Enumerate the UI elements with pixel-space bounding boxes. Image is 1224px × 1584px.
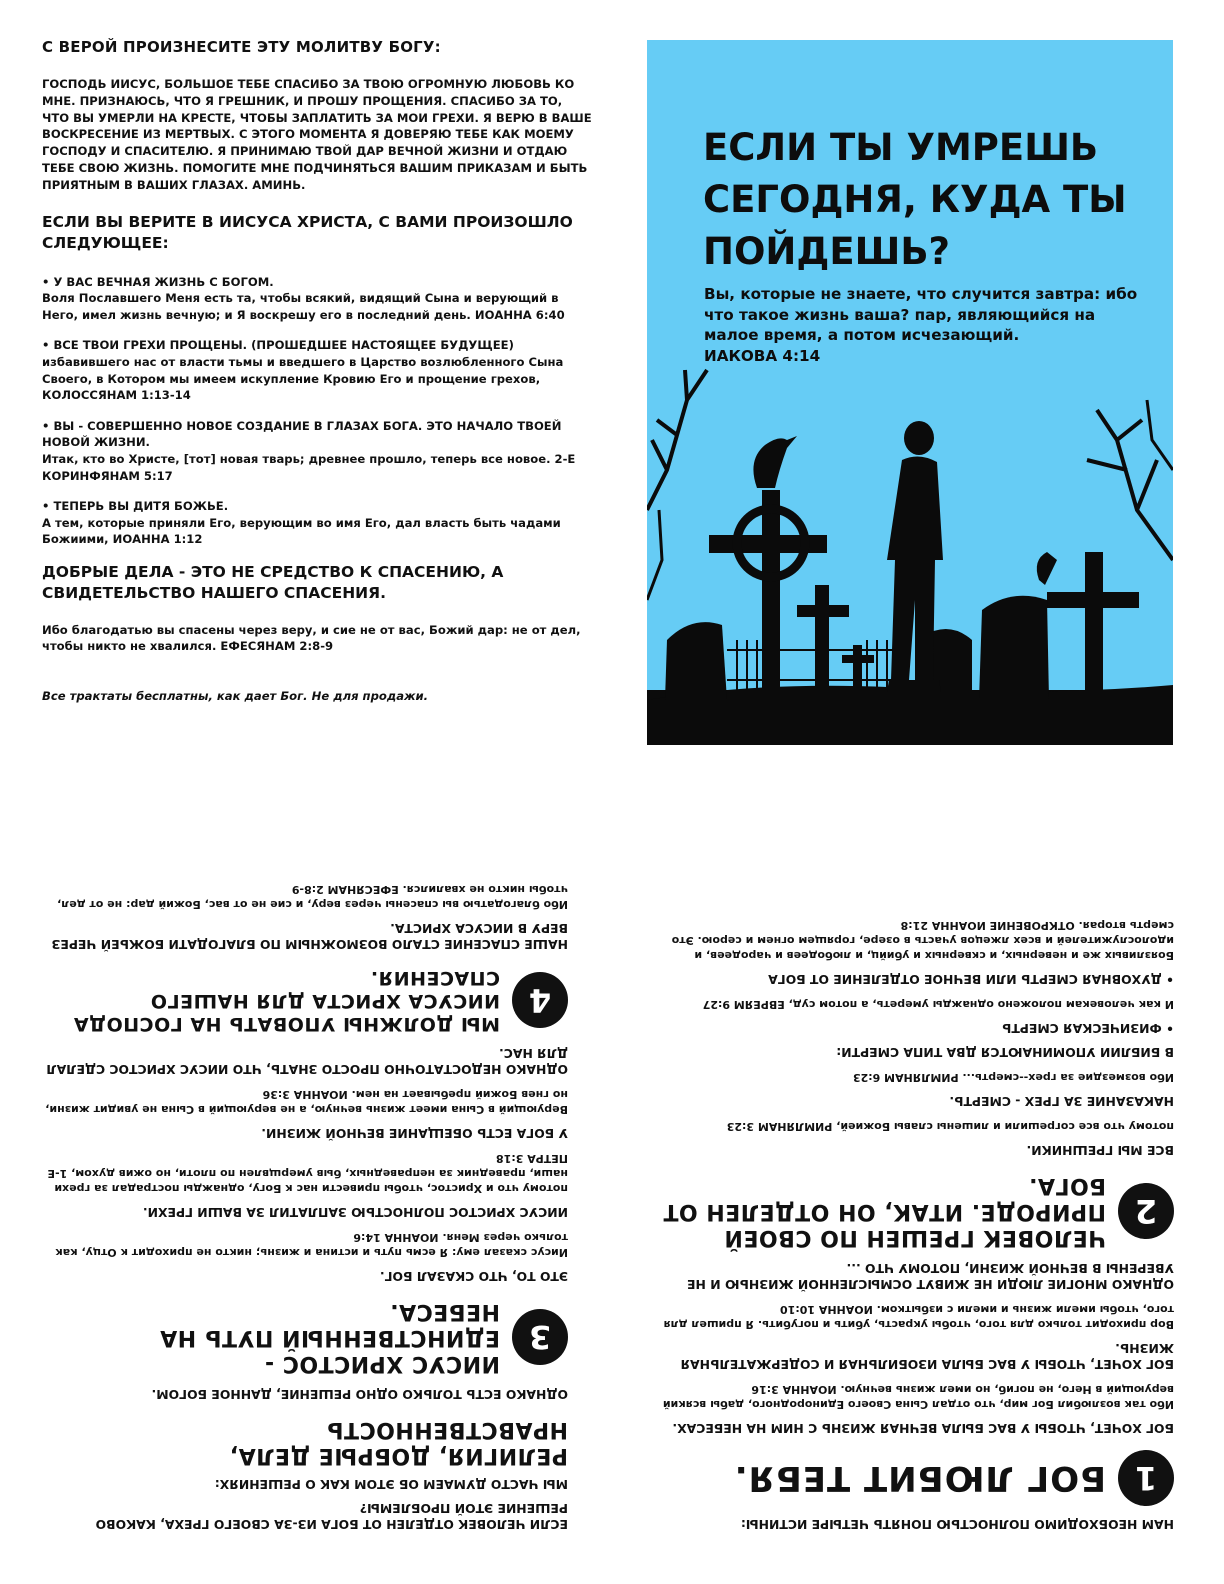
s2-text-5: Боязливых же и неверных, и скверных и убийц, и любодеев и чародеев, и идолослужителей и всех лжецов участь в озере, горящем огнем и серою. Это смерть вторая. ОТКРОВЕНИЕ ИОАННА 21:8 (671, 919, 1174, 962)
s2-text-4: И как человекам положено однажды умереть, а потом суд, ЕВРЕЯМ 9:27 (702, 998, 1174, 1011)
point-forgiven (42, 337, 592, 403)
only-solution: ОДНАКО ЕСТЬ ТОЛЬКО ОДНО РЕШЕНИЕ, ДАННОЕ БОГОМ. (151, 1387, 568, 1402)
intro: НАМ НЕОБХОДИМО ПОЛНОСТЬЮ ПОНЯТЬ ЧЕТЫРЕ ИСТИНЫ: (740, 1517, 1174, 1532)
s1-heading-1: БОГ ХОЧЕТ, ЧТОБЫ У ВАС БЫЛА ВЕЧНАЯ ЖИЗНЬ С НИМ НА НЕБЕСАХ. (672, 1421, 1174, 1436)
cover-verse: Вы, которые не знаете, что случится завтра: ибо что такое жизнь ваша? пар, являющийся на малое время, а потом исчезающий. (704, 285, 1138, 344)
s3-heading-4: ОДНАКО НЕДОСТАТОЧНО ПРОСТО ЗНАТЬ, ЧТО ИИСУС ХРИСТОС СДЕЛАЛ ДЛЯ НАС. (46, 1046, 568, 1077)
point-text: избавившего нас от власти тьмы и введшего в Царство возлюбленного Сына Своего, в Котором мы имеем искупление Кровию Его и прощение грехов, КОЛОССЯНАМ 1:13-14 (42, 354, 564, 403)
section-number: 2 (1118, 1183, 1174, 1239)
cover-title: ЕСЛИ ТЫ УМРЕШЬ СЕГОДНЯ, КУДА ТЫ ПОЙДЕШЬ? (703, 126, 1127, 273)
s2-text-1: потому что все согрешили и лишены славы Божией, РИМЛЯНАМ 3:23 (726, 1120, 1174, 1133)
point-text: Итак, кто во Христе, [тот] новая тварь; древнее прошло, теперь все новое. 2-Е КОРИНФЯНАМ 5:17 (42, 451, 576, 483)
point-child-of-god (42, 498, 592, 548)
s1-heading-3: ОДНАКО МНОГИЕ ЛЮДИ НЕ ЖИВУТ ОСМЫСЛЕННОЙ ЖИЗНЬЮ И НЕ УВЕРЕНЫ В ВЕЧНОЙ ЖИЗНИ, ПОТОМУ ЧТО ... (687, 1261, 1174, 1292)
section-1 (640, 1450, 1174, 1506)
section-title: ЧЕЛОВЕК ГРЕШЕН ПО СВОЕЙ ПРИРОДЕ. ИТАК, ОН ОТДЕЛЕН ОТ БОГА. (662, 1173, 1106, 1250)
s4-heading-1: НАШЕ СПАСЕНИЕ СТАЛО ВОЗМОЖНЫМ ПО БЛАГОДАТИ БОЖЬЕЙ ЧЕРЕЗ ВЕРУ В ИИСУСА ХРИСТА. (51, 921, 568, 952)
cover-verse-ref: ИАКОВА 4:14 (704, 346, 821, 365)
s2-text-2: Ибо возмездие за грех--смерть... РИМЛЯНАМ 6:23 (852, 1071, 1174, 1084)
section-title: ИИСУС ХРИСТОС - ЕДИНСТВЕННЫЙ ПУТЬ НА НЕБЕСА. (159, 1299, 500, 1376)
s1-heading-2: БОГ ХОЧЕТ, ЧТОБЫ У ВАС БЫЛА ИЗОБИЛЬНАЯ И СОДЕРЖАТЕЛЬНАЯ ЖИЗНЬ. (680, 1341, 1174, 1372)
point-eternal-life (42, 274, 592, 324)
s1-text-1: Ибо так возлюбил Бог мир, что отдал Сына Своего Единородного, дабы всякий верующий в Него, не погиб, но имел жизнь вечную. ИОАННА 3:16 (662, 1383, 1174, 1411)
section-title: МЫ ДОЛЖНЫ УПОВАТЬ НА ГОСПОДА ИИСУСА ХРИСТА ДЛЯ НАШЕГО СПАСЕНИЯ. (73, 967, 500, 1035)
footer-note: Все трактаты бесплатны, как дает Бог. Не для продажи. (42, 689, 429, 704)
cover-panel (647, 40, 1173, 745)
s3-text-3: Верующий в Сына имеет жизнь вечную, а не верующий в Сына не увидит жизни, но гнев Божий пребывает на нем. ИОАННА 3:36 (45, 1088, 568, 1116)
point-text: А тем, которые приняли Его, верующим во имя Его, дал власть быть чадами Божиими, ИОАННА 1:12 (42, 515, 561, 547)
s2-heading-4: • ФИЗИЧЕСКАЯ СМЕРТЬ (1001, 1021, 1174, 1036)
prayer-heading: С ВЕРОЙ ПРОИЗНЕСИТЕ ЭТУ МОЛИТВУ БОГУ: (42, 38, 441, 56)
s2-heading-2: НАКАЗАНИЕ ЗА ГРЕХ - СМЕРТЬ. (949, 1094, 1174, 1109)
s2-heading-1: ВСЕ МЫ ГРЕШНИКИ. (1026, 1143, 1174, 1158)
s2-heading-3: В БИБЛИИ УПОМИНАЮТСЯ ДВА ТИПА СМЕРТИ: (836, 1045, 1174, 1060)
section-number: 3 (512, 1309, 568, 1365)
ephesians-verse: Ибо благодатью вы спасены через веру, и сие не от вас, Божий дар: не от дел, чтобы никто не хвалился. ЕФЕСЯНАМ 2:8-9 (42, 622, 581, 654)
section-title: БОГ ЛЮБИТ ТЕБЯ. (733, 1458, 1106, 1498)
section-2 (640, 1172, 1174, 1250)
section-number: 1 (1118, 1450, 1174, 1506)
s4-text-1: Ибо благодатью вы спасены через веру, и сие не от вас, Божий дар: не от дел, чтобы никто не хвалился. ЕФЕСЯНАМ 2:8-9 (57, 883, 568, 911)
believe-heading: ЕСЛИ ВЫ ВЕРИТЕ В ИИСУСА ХРИСТА, С ВАМИ ПРОИЗОШЛО СЛЕДУЮЩЕЕ: (42, 212, 573, 252)
s3-heading-2: ИИСУС ХРИСТОС ПОЛНОСТЬЮ ЗАПЛАТИЛ ЗА ВАШИ ГРЕХИ. (142, 1205, 568, 1220)
s3-heading-1: ЭТО ТО, ЧТО СКАЗАЛ БОГ. (379, 1269, 568, 1284)
prayer-panel (42, 38, 592, 703)
s2-heading-5: • ДУХОВНАЯ СМЕРТЬ ИЛИ ВЕЧНОЕ ОТДЕЛЕНИЕ ОТ БОГА (768, 972, 1174, 987)
point-title: • У ВАС ВЕЧНАЯ ЖИЗНЬ С БОГОМ. (42, 274, 274, 289)
solutions-list: РЕЛИГИЯ, ДОБРЫЕ ДЕЛА, НРАВСТВЕННОСТЬ (229, 1417, 568, 1468)
section-number: 4 (512, 973, 568, 1029)
s3-text-1: Иисус сказал ему: Я есмь путь и истина и жизнь; никто не приходит к Отцу, как только через Меня. ИОАННА 14:6 (55, 1231, 568, 1259)
s3-text-2: потому что и Христос, чтобы привести нас к Богу, однажды пострадал за грехи наши, праведник за неправедных, быв умерщвлен по плоти, но ожив духом, 1-Е ПЕТРА 3:18 (47, 1152, 568, 1195)
s3-heading-3: У БОГА ЕСТЬ ОБЕЩАНИЕ ВЕЧНОЙ ЖИЗНИ. (261, 1126, 568, 1141)
point-title: • ВСЕ ТВОИ ГРЕХИ ПРОЩЕНЫ. (ПРОШЕДШЕЕ НАСТОЯЩЕЕ БУДУЩЕЕ) (42, 338, 514, 353)
point-new-creation (42, 418, 592, 484)
panel-four-truths (640, 812, 1174, 1532)
good-works-heading: ДОБРЫЕ ДЕЛА - ЭТО НЕ СРЕДСТВО К СПАСЕНИЮ, А СВИДЕТЕЛЬСТВО НАШЕГО СПАСЕНИЯ. (42, 562, 504, 602)
panel-solution (42, 812, 568, 1532)
s1-text-2: Вор приходит только для того, чтобы украсть, убить и погубить. Я пришел для того, чтобы имели жизнь и имели с избытком. ИОАННА 10:10 (663, 1303, 1174, 1331)
point-title: • ТЕПЕРЬ ВЫ ДИТЯ БОЖЬЕ. (42, 499, 229, 514)
point-text: Воля Пославшего Меня есть та, чтобы всякий, видящий Сына и верующий в Него, имел жизнь вечную; и Я воскрешу его в последний день. ИОАННА 6:40 (42, 291, 565, 322)
point-title: • ВЫ - СОВЕРШЕННО НОВОЕ СОЗДАНИЕ В ГЛАЗАХ БОГА. ЭТО НАЧАЛО ТВОЕЙ НОВОЙ ЖИЗНИ. (42, 418, 562, 450)
question: ЕСЛИ ЧЕЛОВЕК ОТДЕЛЕН ОТ БОГА ИЗ-ЗА СВОЕГО ГРЕХА, КАКОВО РЕШЕНИЕ ЭТОЙ ПРОБЛЕМЫ? (95, 1501, 568, 1532)
prayer-text: ГОСПОДЬ ИИСУС, БОЛЬШОЕ ТЕБЕ СПАСИБО ЗА ТВОЮ ОГРОМНУЮ ЛЮБОВЬ КО МНЕ. ПРИЗНАЮСЬ, ЧТО Я ГРЕШНИК, И ПРОШУ ПРОЩЕНИЯ. СПАСИБО ЗА ТО, ЧТО ВЫ УМЕРЛИ НА КРЕСТЕ, ЧТОБЫ ЗАПЛАТИТЬ ЗА МОИ ГРЕХИ. Я ВЕРЮ В ВАШЕ ВОСКРЕСЕНИЕ ИЗ МЕРТВЫХ. С ЭТОГО МОМЕНТА Я ДОВЕРЯЮ ТЕБЕ КАК МОЕМУ ГОСПОДУ И СПАСИТЕЛЮ. Я ПРИНИМАЮ ТВОЙ ДАР ВЕЧНОЙ ЖИЗНИ И ОТДАЮ ТЕБЕ СВОЮ ЖИЗНЬ. ПОМОГИТЕ МНЕ ПОДЧИНЯТЬСЯ ВАШИМ ПРИКАЗАМ И БЫТЬ ПРИЯТНЫМ В ВАШИХ ГЛАЗАХ. АМИНЬ. (42, 77, 592, 192)
section-3 (42, 1298, 568, 1376)
section-4 (42, 966, 568, 1035)
question-2: МЫ ЧАСТО ДУМАЕМ ОБ ЭТОМ КАК О РЕШЕНИЯХ: (214, 1477, 568, 1492)
cover-subtitle (704, 284, 1144, 366)
